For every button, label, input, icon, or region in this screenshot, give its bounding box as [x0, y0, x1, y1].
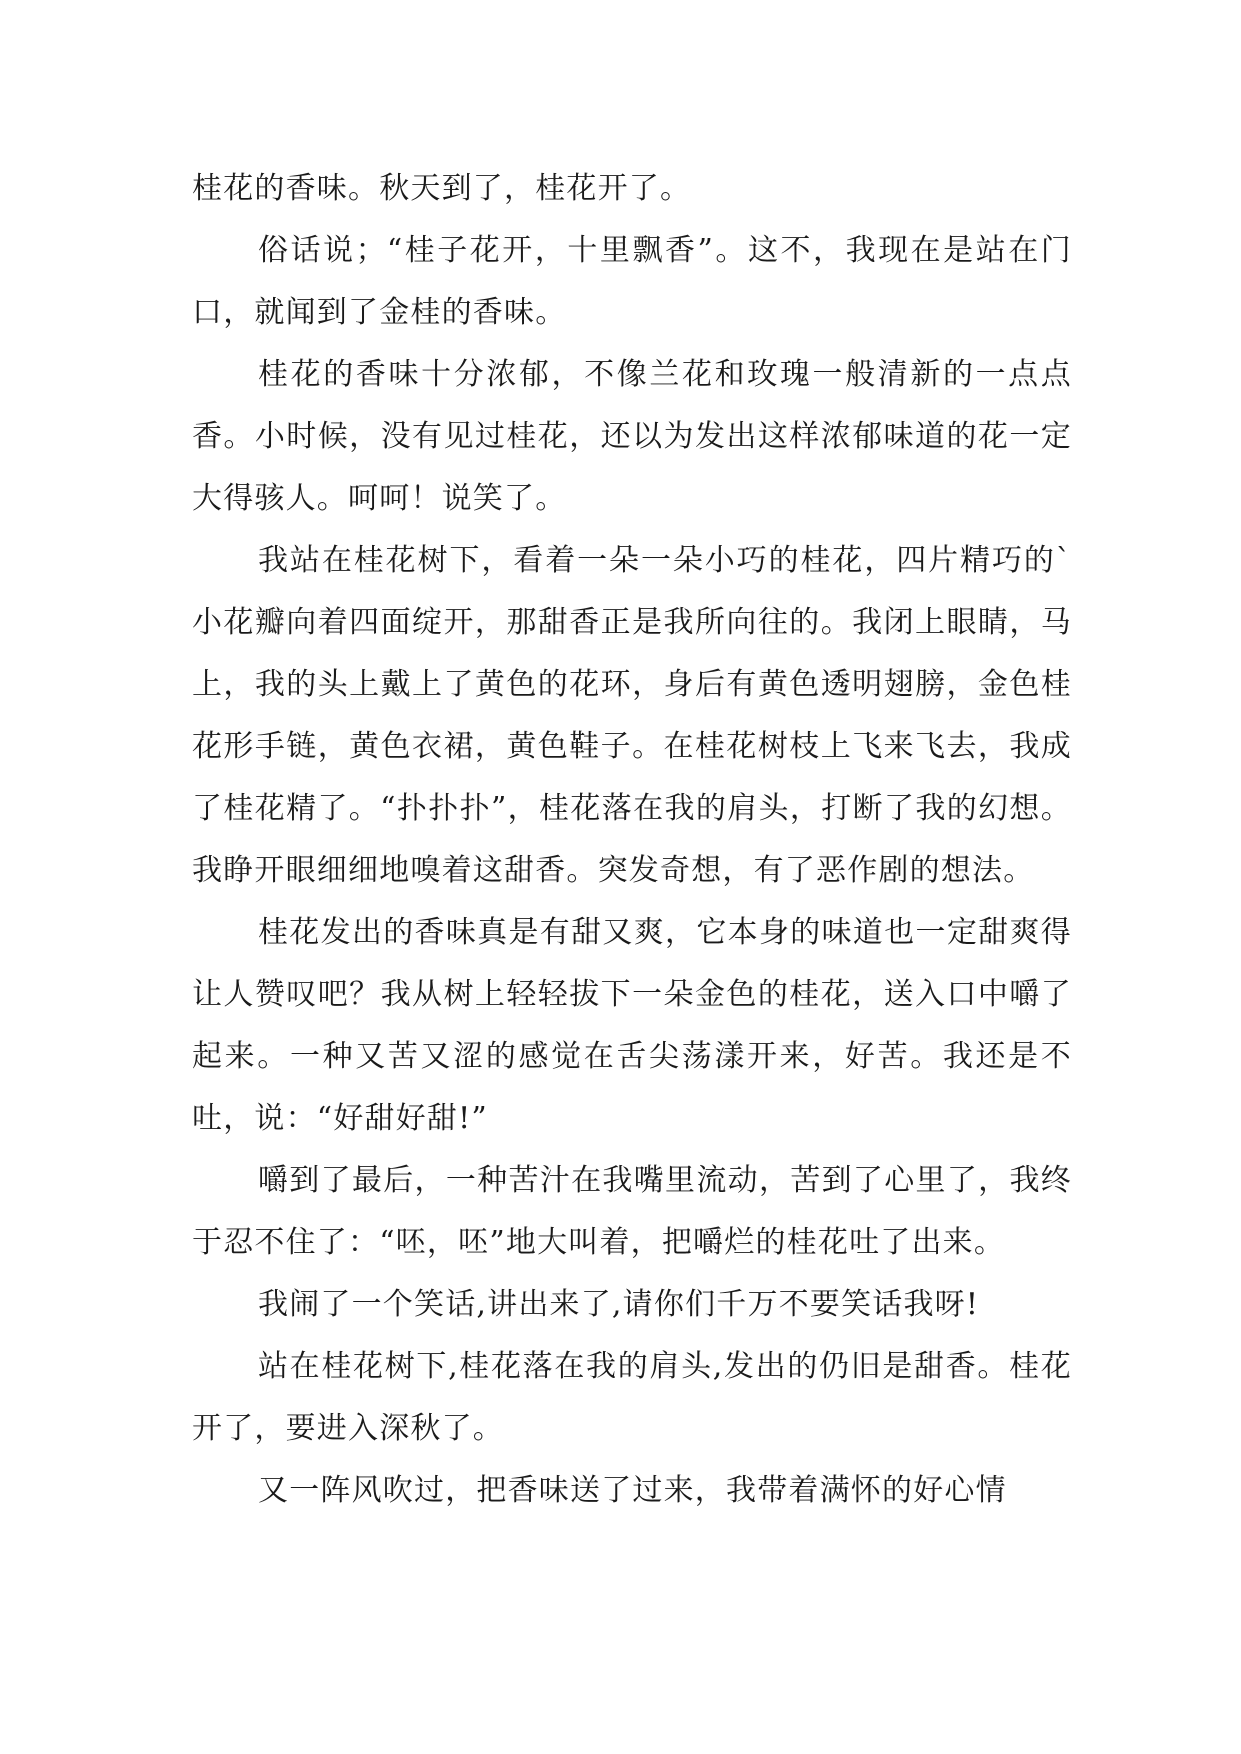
- essay-body: [192, 158, 1072, 1522]
- paragraph-7: 我闹了一个笑话,讲出来了,请你们千万不要笑话我呀!: [258, 1287, 980, 1322]
- paragraph-1: 桂花的香味。秋天到了，桂花开了。: [192, 171, 692, 206]
- paragraph-2: 俗话说；“桂子花开，十里飘香”。这不，我现在是站在门口，就闻到了金桂的香味。: [192, 233, 1072, 330]
- paragraph-8: 站在桂花树下,桂花落在我的肩头,发出的仍旧是甜香。桂花开了，要进入深秋了。: [192, 1349, 1072, 1446]
- paragraph-3: 桂花的香味十分浓郁，不像兰花和玫瑰一般清新的一点点香。小时候，没有见过桂花，还以为发出这样浓郁味道的花一定大得骇人。呵呵！说笑了。: [192, 357, 1072, 516]
- paragraph-6: 嚼到了最后，一种苦汁在我嘴里流动，苦到了心里了，我终于忍不住了：“呸，呸”地大叫着，把嚼烂的桂花吐了出来。: [192, 1163, 1072, 1260]
- paragraph-4: 我站在桂花树下，看着一朵一朵小巧的桂花，四片精巧的`小花瓣向着四面绽开，那甜香正是我所向往的。我闭上眼睛，马上，我的头上戴上了黄色的花环，身后有黄色透明翅膀，金色桂花形手链，黄色衣裙，黄色鞋子。在桂花树枝上飞来飞去，我成了桂花精了。“扑扑扑”，桂花落在我的肩头，打断了我的幻想。我睁开眼细细地嗅着这甜香。突发奇想，有了恶作剧的想法。: [192, 543, 1072, 888]
- paragraph-5: 桂花发出的香味真是有甜又爽，它本身的味道也一定甜爽得让人赞叹吧？我从树上轻轻拔下一朵金色的桂花，送入口中嚼了起来。一种又苦又涩的感觉在舌尖荡漾开来，好苦。我还是不吐，说：“好甜好甜!”: [192, 915, 1072, 1136]
- paragraph-9: 又一阵风吹过，把香味送了过来，我带着满怀的好心情: [258, 1473, 1007, 1508]
